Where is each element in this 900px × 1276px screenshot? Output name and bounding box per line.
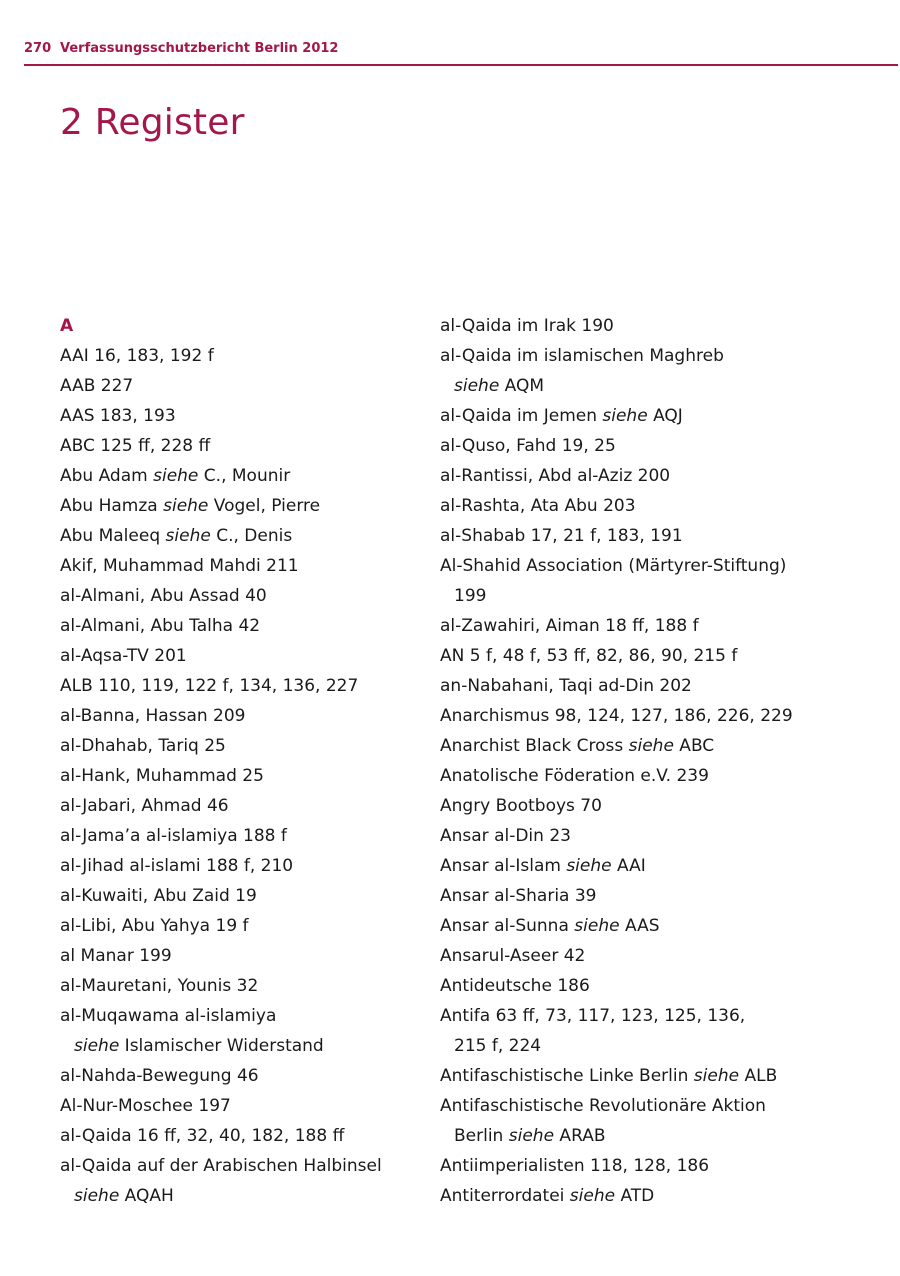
reference-target: AQAH bbox=[119, 1186, 174, 1206]
index-entry-text: Berlin bbox=[454, 1126, 509, 1146]
index-entry bbox=[440, 1001, 880, 1031]
siehe-reference: siehe bbox=[74, 1036, 120, 1056]
index-entry-text: al-Rantissi, Abd al-Aziz 200 bbox=[440, 466, 671, 486]
index-entry bbox=[60, 581, 430, 611]
index-entry-text: Abu Hamza bbox=[60, 496, 164, 516]
reference-target: AQM bbox=[499, 376, 545, 396]
index-entry-text: al-Jabari, Ahmad 46 bbox=[60, 796, 229, 816]
index-entry-text: Al-Shahid Association (Märtyrer-Stiftung) bbox=[440, 556, 787, 576]
index-entry-text: Ansar al-Islam bbox=[440, 856, 567, 876]
index-entry-text: al-Qaida im islamischen Maghreb bbox=[440, 346, 724, 366]
index-entry bbox=[60, 341, 430, 371]
index-entry-text: Al-Nur-Moschee 197 bbox=[60, 1096, 231, 1116]
index-entry bbox=[60, 1091, 430, 1121]
index-entry bbox=[60, 911, 430, 941]
siehe-reference: siehe bbox=[569, 1186, 616, 1206]
index-entry-text: Antideutsche 186 bbox=[440, 976, 590, 996]
index-entry-text: al-Kuwaiti, Abu Zaid 19 bbox=[60, 886, 257, 906]
index-entry bbox=[60, 1031, 430, 1061]
reference-target: AAI bbox=[611, 856, 646, 876]
index-entry-text: A bbox=[60, 316, 74, 336]
index-letter-heading bbox=[60, 311, 430, 341]
page-title: 2 Register bbox=[60, 102, 245, 143]
index-entry-text: Anarchismus 98, 124, 127, 186, 226, 229 bbox=[440, 706, 793, 726]
index-entry-text: Akif, Muhammad Mahdi 211 bbox=[60, 556, 299, 576]
index-entry bbox=[60, 401, 430, 431]
index-entry-text: ALB 110, 119, 122 f, 134, 136, 227 bbox=[60, 676, 359, 696]
running-title: Verfassungsschutzbericht Berlin 2012 bbox=[60, 41, 339, 56]
siehe-reference: siehe bbox=[566, 856, 612, 876]
index-entry bbox=[60, 731, 430, 761]
index-entry bbox=[440, 581, 880, 611]
index-entry-text: al-Libi, Abu Yahya 19 f bbox=[60, 916, 249, 936]
reference-target: ABC bbox=[673, 736, 715, 756]
reference-target: AQJ bbox=[647, 406, 683, 426]
index-entry bbox=[60, 881, 430, 911]
index-entry bbox=[60, 491, 430, 521]
index-column-left bbox=[60, 311, 430, 1211]
index-entry bbox=[60, 551, 430, 581]
index-entry-text: al-Qaida im Jemen bbox=[440, 406, 603, 426]
reference-target: Vogel, Pierre bbox=[208, 496, 321, 516]
reference-target: ARAB bbox=[554, 1126, 606, 1146]
siehe-reference: siehe bbox=[74, 1186, 120, 1206]
siehe-reference: siehe bbox=[602, 406, 648, 426]
index-entry bbox=[60, 671, 430, 701]
index-entry-text: al-Qaida 16 ff, 32, 40, 182, 188 ff bbox=[60, 1126, 345, 1146]
index-entry-text: Angry Bootboys 70 bbox=[440, 796, 602, 816]
index-entry bbox=[440, 791, 880, 821]
index-entry bbox=[440, 461, 880, 491]
index-entry bbox=[440, 431, 880, 461]
index-entry-text: al-Banna, Hassan 209 bbox=[60, 706, 246, 726]
index-entry bbox=[440, 761, 880, 791]
index-entry bbox=[60, 761, 430, 791]
index-entry-text: Abu Adam bbox=[60, 466, 154, 486]
index-entry bbox=[440, 1031, 880, 1061]
running-header bbox=[24, 40, 898, 66]
index-entry bbox=[440, 641, 880, 671]
index-entry-text: Anatolische Föderation e.V. 239 bbox=[440, 766, 709, 786]
reference-target: AAS bbox=[619, 916, 660, 936]
index-entry bbox=[60, 1001, 430, 1031]
index-column-right bbox=[440, 311, 880, 1211]
index-entry bbox=[440, 341, 880, 371]
reference-target: ALB bbox=[739, 1066, 778, 1086]
reference-target: C., Denis bbox=[210, 526, 293, 546]
index-entry-text: al-Qaida auf der Arabischen Halbinsel bbox=[60, 1156, 382, 1176]
index-entry bbox=[440, 941, 880, 971]
index-entry bbox=[440, 491, 880, 521]
index-entry-text: Ansarul-Aseer 42 bbox=[440, 946, 586, 966]
index-entry bbox=[60, 1181, 430, 1211]
index-entry bbox=[440, 1091, 880, 1121]
index-entry-text: 199 bbox=[454, 586, 487, 606]
index-entry bbox=[60, 641, 430, 671]
index-entry-text: Ansar al-Sharia 39 bbox=[440, 886, 597, 906]
index-entry-text: Anarchist Black Cross bbox=[440, 736, 629, 756]
index-entry-text: AN 5 f, 48 f, 53 ff, 82, 86, 90, 215 f bbox=[440, 646, 738, 666]
index-entry-text: Antiterrordatei bbox=[440, 1186, 570, 1206]
index-entry-text: al-Rashta, Ata Abu 203 bbox=[440, 496, 636, 516]
index-entry bbox=[440, 911, 880, 941]
index-entry bbox=[440, 371, 880, 401]
index-entry bbox=[440, 1061, 880, 1091]
index-entry-text: AAB 227 bbox=[60, 376, 134, 396]
index-entry-text: al-Mauretani, Younis 32 bbox=[60, 976, 259, 996]
index-entry-text: al-Jihad al-islami 188 f, 210 bbox=[60, 856, 294, 876]
index-entry bbox=[60, 521, 430, 551]
index-entry bbox=[60, 1121, 430, 1151]
index-entry-text: AAS 183, 193 bbox=[60, 406, 176, 426]
index-entry-text: al-Zawahiri, Aiman 18 ff, 188 f bbox=[440, 616, 699, 636]
index-entry-text: Antifa 63 ff, 73, 117, 123, 125, 136, bbox=[440, 1006, 746, 1026]
reference-target: Islamischer Widerstand bbox=[119, 1036, 324, 1056]
index-entry bbox=[440, 1121, 880, 1151]
index-entry bbox=[60, 431, 430, 461]
siehe-reference: siehe bbox=[153, 466, 199, 486]
index-entry-text: Ansar al-Din 23 bbox=[440, 826, 571, 846]
reference-target: C., Mounir bbox=[198, 466, 291, 486]
index-entry bbox=[440, 821, 880, 851]
siehe-reference: siehe bbox=[163, 496, 209, 516]
index-entry bbox=[440, 851, 880, 881]
siehe-reference: siehe bbox=[628, 736, 674, 756]
index-entry-text: 215 f, 224 bbox=[454, 1036, 542, 1056]
index-entry-text: al-Hank, Muhammad 25 bbox=[60, 766, 264, 786]
index-entry-text: al-Almani, Abu Assad 40 bbox=[60, 586, 267, 606]
index-entry-text: AAI 16, 183, 192 f bbox=[60, 346, 214, 366]
index-entry bbox=[60, 851, 430, 881]
index-entry-text: al-Nahda-Bewegung 46 bbox=[60, 1066, 259, 1086]
index-entry-text: Abu Maleeq bbox=[60, 526, 166, 546]
reference-target: ATD bbox=[615, 1186, 655, 1206]
index-entry bbox=[440, 551, 880, 581]
index-entry-text: Antifaschistische Linke Berlin bbox=[440, 1066, 694, 1086]
index-entry-text: al-Almani, Abu Talha 42 bbox=[60, 616, 261, 636]
index-entry bbox=[60, 821, 430, 851]
index-entry-text: al-Quso, Fahd 19, 25 bbox=[440, 436, 616, 456]
index-entry bbox=[60, 941, 430, 971]
index-entry bbox=[60, 1151, 430, 1181]
index-entry bbox=[440, 311, 880, 341]
index-entry bbox=[440, 1151, 880, 1181]
index-entry bbox=[440, 1181, 880, 1211]
index-entry bbox=[440, 971, 880, 1001]
index-entry-text: al-Qaida im Irak 190 bbox=[440, 316, 614, 336]
index-entry-text: al-Shabab 17, 21 f, 183, 191 bbox=[440, 526, 683, 546]
index-entry bbox=[60, 461, 430, 491]
index-entry bbox=[440, 611, 880, 641]
index-entry bbox=[440, 731, 880, 761]
siehe-reference: siehe bbox=[165, 526, 211, 546]
index-entry bbox=[440, 671, 880, 701]
index-entry-text: al Manar 199 bbox=[60, 946, 172, 966]
index-entry-text: Antiimperialisten 118, 128, 186 bbox=[440, 1156, 710, 1176]
index-entry bbox=[60, 611, 430, 641]
page-number: 270 bbox=[24, 41, 52, 56]
index-entry bbox=[60, 371, 430, 401]
index-entry bbox=[440, 521, 880, 551]
index-entry-text: ABC 125 ff, 228 ff bbox=[60, 436, 211, 456]
index-entry-text: Ansar al-Sunna bbox=[440, 916, 575, 936]
index-entry bbox=[440, 701, 880, 731]
index-entry-text: al-Muqawama al-islamiya bbox=[60, 1006, 277, 1026]
siehe-reference: siehe bbox=[693, 1066, 740, 1086]
index-entry bbox=[440, 401, 880, 431]
index-entry bbox=[440, 881, 880, 911]
siehe-reference: siehe bbox=[454, 376, 500, 396]
siehe-reference: siehe bbox=[508, 1126, 555, 1146]
index-entry-text: al-Jama’a al-islamiya 188 f bbox=[60, 826, 287, 846]
index-entry bbox=[60, 791, 430, 821]
index-entry-text: Antifaschistische Revolutionäre Aktion bbox=[440, 1096, 766, 1116]
index-entry bbox=[60, 971, 430, 1001]
siehe-reference: siehe bbox=[574, 916, 620, 936]
index-entry-text: al-Dhahab, Tariq 25 bbox=[60, 736, 226, 756]
index-entry bbox=[60, 1061, 430, 1091]
index-entry-text: an-Nabahani, Taqi ad-Din 202 bbox=[440, 676, 692, 696]
index-entry bbox=[60, 701, 430, 731]
index-entry-text: al-Aqsa-TV 201 bbox=[60, 646, 187, 666]
